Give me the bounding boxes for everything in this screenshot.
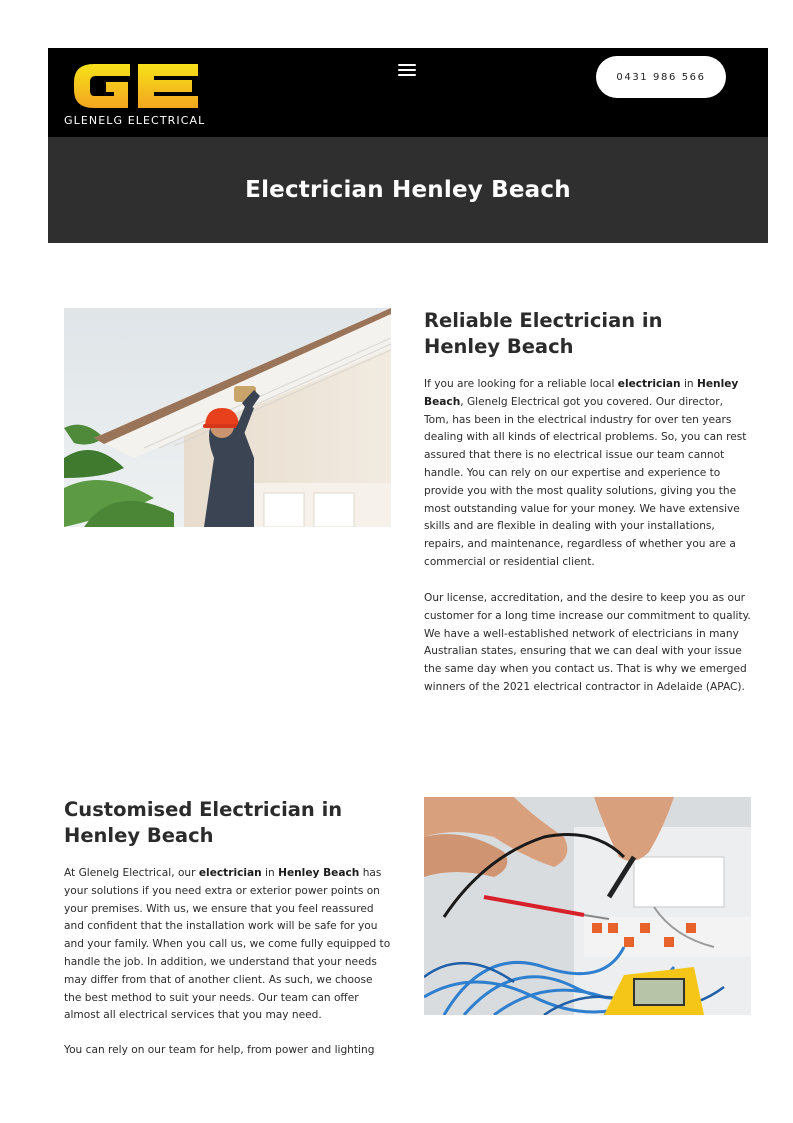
page-title: Electrician Henley Beach [245, 177, 571, 203]
section2-paragraph-1 [64, 865, 391, 1025]
photo-illustration [64, 308, 391, 527]
text-span: has your solutions if you need extra or exterior power points on your premises. With us, we ensure that you feel reassured and confident that the installation work will be safe for you and your family. When you call us, we come fully equipped to handle the job. In addition, we understand that your needs may differ from that of another client. As such, we choose the best method to suit your needs. Our team can offer almost all electrical services that you may need. [64, 867, 391, 1022]
keyword-electrician: electrician [617, 378, 681, 390]
section1-paragraph-1 [424, 376, 751, 572]
text-span: in [261, 867, 279, 879]
section1-paragraph-2: Our license, accreditation, and the desire to keep you as our customer for a long time increase our commitment to quality. We have a well-established network of electricians in many Australian states, ensuring that we can deal with your issue the same day when you contact us. That is why we emerged winners of the 2021 electrical contractor in Adelaide (APAC). [424, 592, 751, 693]
section2-paragraph-2: You can rely on our team for help, from power and lighting [64, 1044, 375, 1056]
text-span: At Glenelg Electrical, our [64, 867, 199, 879]
hamburger-menu-icon[interactable] [398, 62, 416, 78]
text-span: , Glenelg Electrical got you covered. Our director, Tom, has been in the electrical industry for over ten years dealing with all kinds of electrical problems. So, you can rest assured that there is no electrical issue our team cannot handle. You can rely on our expertise and experience to provide you with the most quality solutions, giving you the most outstanding value for your money. We have extensive skills and are flexible in dealing with your installations, repairs, and maintenance, regardless of whether you are a commercial or residential client. [424, 395, 747, 568]
keyword-location: Henley Beach [424, 378, 739, 408]
section2-heading: Customised Electrician in Henley Beach [64, 798, 343, 847]
electrician-installing-light-photo [64, 308, 391, 527]
phone-call-button[interactable]: 0431 986 566 [596, 56, 726, 98]
switchboard-testing-photo [424, 797, 751, 1015]
site-logo[interactable] [64, 62, 219, 126]
photo-illustration [424, 797, 751, 1015]
text-span: If you are looking for a reliable local [424, 378, 618, 390]
site-header-frame [48, 48, 768, 243]
section1-heading: Reliable Electrician in Henley Beach [424, 309, 663, 358]
keyword-location: Henley Beach [278, 867, 360, 879]
page-title-banner [48, 137, 768, 243]
text-span: in [680, 378, 697, 390]
logo-wordmark: GLENELG ELECTRICAL [64, 114, 206, 127]
top-navigation-bar [48, 48, 768, 137]
logo-ge-mark [72, 62, 202, 110]
keyword-electrician: electrician [198, 867, 262, 879]
